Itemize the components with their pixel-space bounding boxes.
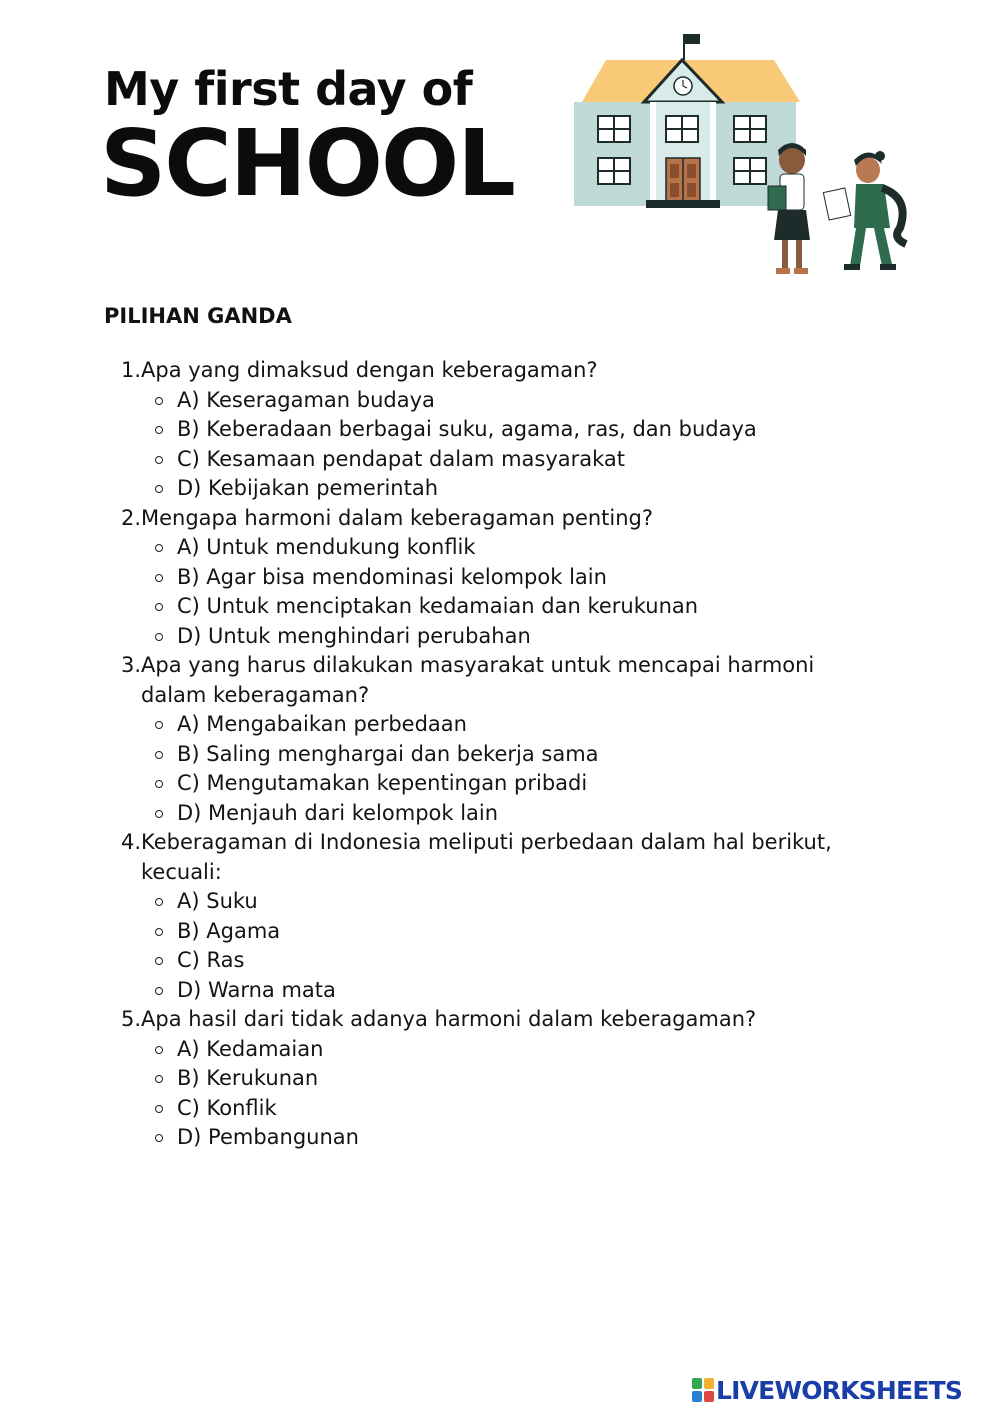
school-illustration	[560, 28, 920, 280]
circle-bullet-icon	[155, 928, 163, 936]
option-label: A) Untuk mendukung konflik	[177, 535, 476, 559]
option-item[interactable]	[177, 474, 880, 504]
option-item[interactable]	[177, 533, 880, 563]
option-item[interactable]	[177, 769, 880, 799]
circle-bullet-icon	[155, 1105, 163, 1113]
circle-bullet-icon	[155, 426, 163, 434]
option-label: A) Suku	[177, 889, 258, 913]
option-list	[141, 386, 880, 504]
option-item[interactable]	[177, 415, 880, 445]
circle-bullet-icon	[155, 898, 163, 906]
option-label: D) Kebijakan pemerintah	[177, 476, 439, 500]
option-item[interactable]	[177, 976, 880, 1006]
title-line-1: My first day of	[104, 62, 473, 116]
clock-icon	[674, 77, 692, 95]
option-item[interactable]	[177, 1094, 880, 1124]
option-list	[141, 533, 880, 651]
question-item	[120, 828, 880, 1005]
flag-icon	[684, 34, 700, 64]
option-label: B) Saling menghargai dan bekerja sama	[177, 741, 599, 766]
option-label: A) Kedamaian	[177, 1036, 324, 1061]
question-text: Apa yang harus dilakukan masyarakat untuk mencapai harmoni dalam keberagaman?	[141, 653, 815, 707]
option-item[interactable]	[177, 445, 880, 475]
option-item[interactable]	[177, 946, 880, 976]
option-item[interactable]	[177, 740, 880, 770]
title-line-2: SCHOOL	[100, 110, 514, 217]
circle-bullet-icon	[155, 574, 163, 582]
student-running-icon	[823, 151, 906, 270]
option-item[interactable]	[177, 1123, 880, 1153]
option-label: B) Agar bisa mendominasi kelompok lain	[177, 564, 607, 589]
question-item	[120, 504, 880, 652]
circle-bullet-icon	[155, 544, 163, 552]
circle-bullet-icon	[155, 603, 163, 611]
circle-bullet-icon	[155, 810, 163, 818]
option-label: B) Agama	[177, 918, 281, 943]
section-heading: PILIHAN GANDA	[104, 304, 292, 328]
option-item[interactable]	[177, 799, 880, 829]
circle-bullet-icon	[155, 780, 163, 788]
question-item	[120, 356, 880, 504]
option-label: D) Untuk menghindari perubahan	[177, 623, 531, 648]
option-label: A) Mengabaikan perbedaan	[177, 712, 467, 736]
option-list	[141, 710, 880, 828]
brand-name: LIVEWORKSHEETS	[716, 1375, 963, 1405]
option-list	[141, 1035, 880, 1153]
question-text: Keberagaman di Indonesia meliputi perbedaan dalam hal berikut, kecuali:	[141, 830, 832, 884]
option-label: C) Untuk menciptakan kedamaian dan kerukunan	[177, 594, 699, 618]
option-item[interactable]	[177, 622, 880, 652]
circle-bullet-icon	[155, 1134, 163, 1142]
option-label: C) Kesamaan pendapat dalam masyarakat	[177, 446, 626, 471]
circle-bullet-icon	[155, 1075, 163, 1083]
option-label: D) Pembangunan	[177, 1125, 359, 1149]
option-item[interactable]	[177, 1064, 880, 1094]
circle-bullet-icon	[155, 957, 163, 965]
door-icon	[666, 158, 700, 202]
circle-bullet-icon	[155, 751, 163, 759]
circle-bullet-icon	[155, 721, 163, 729]
question-text: Mengapa harmoni dalam keberagaman penting?	[141, 505, 654, 530]
question-number: 1.	[120, 358, 141, 382]
option-label: B) Kerukunan	[177, 1066, 319, 1090]
option-label: A) Keseragaman budaya	[177, 387, 435, 412]
question-item	[120, 651, 880, 828]
option-label: B) Keberadaan berbagai suku, agama, ras, dan budaya	[177, 417, 757, 441]
question-number: 2.	[120, 505, 141, 530]
option-item[interactable]	[177, 592, 880, 622]
option-label: D) Warna mata	[177, 977, 336, 1002]
question-number: 4.	[120, 830, 141, 854]
circle-bullet-icon	[155, 987, 163, 995]
option-label: D) Menjauh dari kelompok lain	[177, 800, 499, 825]
option-label: C) Konflik	[177, 1095, 277, 1120]
option-item[interactable]	[177, 386, 880, 416]
liveworksheets-icon	[692, 1378, 714, 1402]
circle-bullet-icon	[155, 633, 163, 641]
circle-bullet-icon	[155, 1046, 163, 1054]
option-label: C) Ras	[177, 948, 245, 972]
option-item[interactable]	[177, 710, 880, 740]
question-number: 5.	[120, 1007, 141, 1031]
option-label: C) Mengutamakan kepentingan pribadi	[177, 771, 588, 795]
option-item[interactable]	[177, 563, 880, 593]
question-text: Apa hasil dari tidak adanya harmoni dalam keberagaman?	[141, 1007, 757, 1031]
circle-bullet-icon	[155, 456, 163, 464]
question-text: Apa yang dimaksud dengan keberagaman?	[141, 358, 598, 382]
question-list	[120, 356, 880, 1153]
liveworksheets-logo[interactable]	[692, 1372, 962, 1408]
option-item[interactable]	[177, 917, 880, 947]
circle-bullet-icon	[155, 397, 163, 405]
circle-bullet-icon	[155, 485, 163, 493]
question-number: 3.	[120, 653, 141, 677]
question-item	[120, 1005, 880, 1153]
option-item[interactable]	[177, 887, 880, 917]
option-list	[141, 887, 880, 1005]
option-item[interactable]	[177, 1035, 880, 1065]
